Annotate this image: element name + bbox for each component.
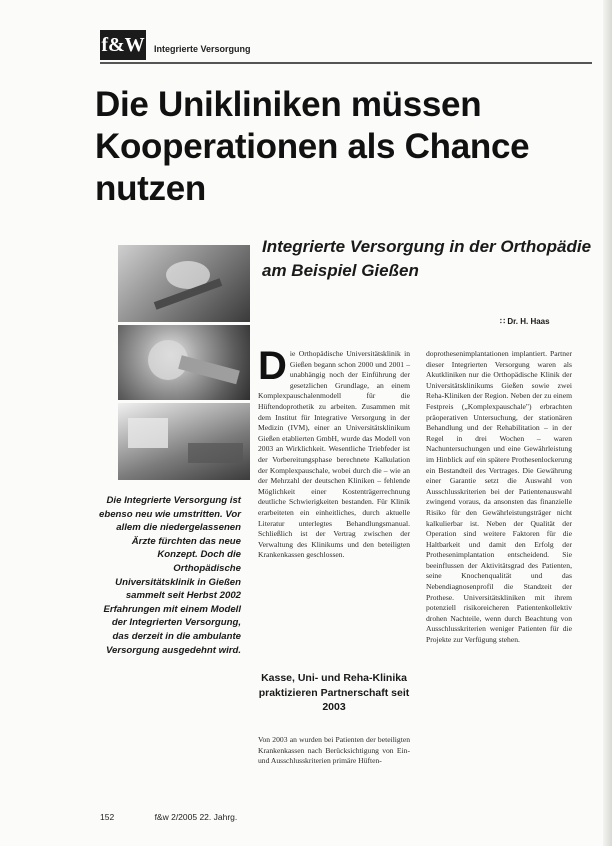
article-subtitle: Integrierte Versorgung in der Orthopädie am Beispiel Gießen <box>262 237 592 280</box>
author-byline <box>500 317 550 326</box>
drop-cap: D <box>258 344 287 388</box>
surgery-image <box>118 245 250 322</box>
journal-logo: f&W <box>100 30 146 60</box>
pull-quote: Die Integrierte Versorgung ist ebenso neu wie umstritten. Vor allem die niedergelassenen Ärzte fürchten das neue Konzept. Doch die Orthopädische Universitätsklinik in Gießen sammelt seit Herbst 2002 Erfahrungen mit einem Modell der Integrierten Versorgung, das derzeit in die ambulante Versorgung ausgedehnt wird. <box>99 495 241 656</box>
intermediate-heading: Kasse, Uni- und Reha-Klinika praktizieren Partnerschaft seit 2003 <box>258 672 410 713</box>
column-1-text: ie Orthopädische Universitätsklinik in Gießen begann schon 2000 und 2001 – unabhängig noch der Einführung der gesetzlichen Grundlage, an einem Komplexpauschalenmodell für die Hüftendoprothetik zu arbeiten. Zusammen mit dem Institut für Integrative Versorgung in der Medizin (IVM), einer an Universitätsklinikum Gießen etablierten GmbH, wurde das Modell von 2003 an Wirklichkeit. Wesentliche Triebfeder ist der Vorbereitungsphase berechnete Kalkulation der Komplexpauschale, wobei durch die – wie an der Mehrzahl der deutschen Kliniken – fehlende Möglichkeit einer Kostenträgerrechnung deutliche Schwierigkeiten bestanden. Für Klinik erarbeiteten ein einheitliches, durch aktuelle Literatur unterlegtes Behandlungsmanual. Schließlich ist der Vertrag zwischen der Verwaltung des Klinikums und den beteiligten Krankenkassen geschlossen. <box>258 349 410 560</box>
byline-marker-icon: ∷ <box>500 317 506 326</box>
page-footer <box>100 812 275 822</box>
photo-operating-room <box>118 403 250 480</box>
issue-info: f&w 2/2005 22. Jahrg. <box>154 812 238 822</box>
page-number: 152 <box>100 812 115 822</box>
column-1-continued: Von 2003 an wurden bei Patienten der beteiligten Krankenkassen nach Berücksichtigung von Ein- und Ausschlusskriterien primäre Hüften- <box>258 735 410 766</box>
article-headline: Die Unikliniken müssen Kooperationen als Chance nutzen <box>95 85 530 208</box>
article-column-1 <box>258 344 410 561</box>
section-label: Integrierte Versorgung <box>154 44 251 54</box>
article-column-2: doprothesenimplantationen implantiert. Partner dieser Integrierten Versorgung waren als Akutkliniken nur die Orthopädische Klinik der Universitätsklinikums Gießen sowie zwei Reha-Kliniken der Region. Neben der zu einem Festpreis („Komplexpauschale") erbrachten präoperativen Untersuchung, der stationären Behandlung und der Rehabilitation – in der Regel in drei Wochen – waren Nachuntersuchungen und eine Gewährleistung im Hinblick auf ein spätere Prothesenlockerung ein Bestandteil des Vertrages. Die Gewährung einer Garantie setzt die Auswahl von Ausschlusskriterien bei der Patientenauswahl zwingend voraus, da ansonsten das finanzielle Risiko für den Gewährleistungsträger nicht kalkulierbar ist. Neben der Qualität der Operation sind weitere Faktoren für die Haltbarkeit und damit den Erfolg der Prothesenimplantation entscheidend. Sie beeinflussen der Aktivitätsgrad des Patienten, seine Knochenqualität und das Nebendiagnosenprofil die Standzeit der Prothese. Universitätskliniken mit ihrem potenziell risikoreicheren Patientenkollektiv drohen Nachteile, wenn durch Beachtung von Ausschlusskriterien weniger Patienten für die Projekte zur Verfügung stehen. <box>426 349 572 645</box>
photo-hip-joint <box>118 325 250 400</box>
author-name: Dr. H. Haas <box>507 317 550 326</box>
header-rule <box>100 62 592 64</box>
hip-joint-image <box>118 325 250 400</box>
page-edge-shadow <box>603 0 612 846</box>
photo-surgery <box>118 245 250 322</box>
operating-room-image <box>118 403 250 480</box>
